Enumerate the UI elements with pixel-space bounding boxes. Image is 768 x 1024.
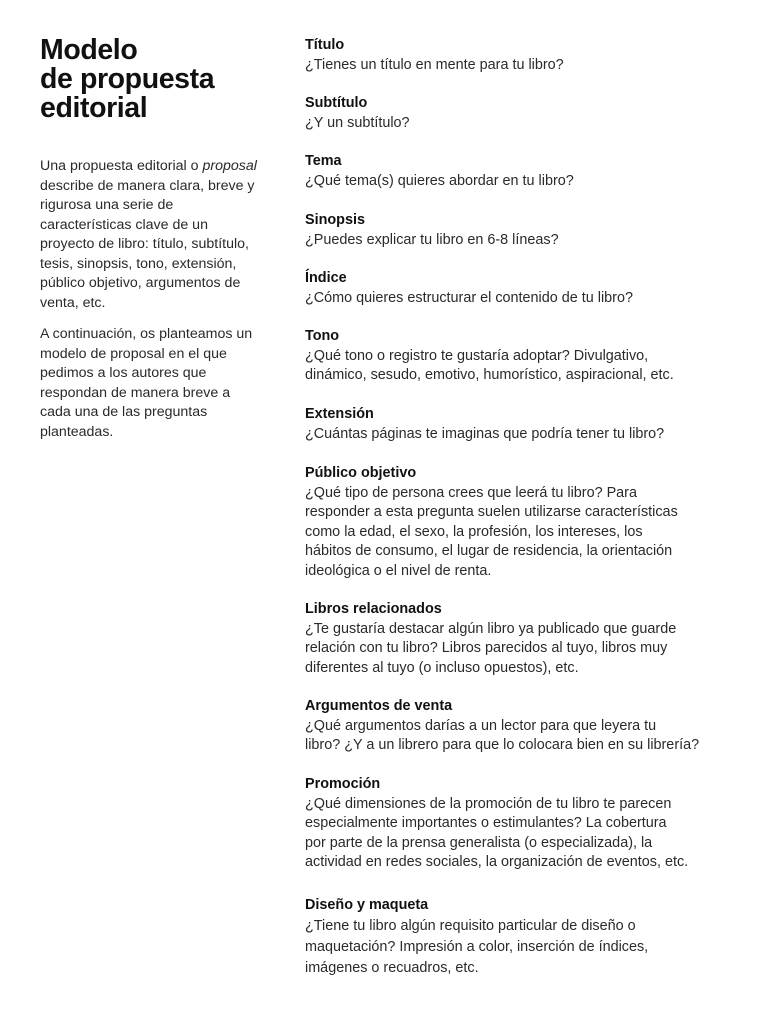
question-line: por parte de la prensa generalista (o especializada), la [305,834,653,851]
question-line: ¿Qué dimensiones de la promoción de tu libro te parecen [305,795,672,812]
question-line: ¿Y un subtítulo? [305,114,410,131]
section-sinopsis [305,211,725,250]
section-question [305,425,725,445]
question-line: ¿Te gustaría destacar algún libro ya publicado que guarde [305,620,677,637]
question-line: ¿Qué tono o registro te gustaría adoptar? Divulgativo, [305,347,649,364]
intro-paragraph [40,157,262,313]
question-line: ¿Qué argumentos darías a un lector para que leyera tu [305,717,657,734]
question-line: maquetación? Impresión a color, inserción de índices, [305,938,649,955]
section-diseno-y-maqueta [305,896,725,979]
question-line: como la edad, el sexo, la profesión, los intereses, los [305,523,643,540]
question-line: ¿Qué tema(s) quieres abordar en tu libro? [305,172,574,189]
section-heading: Argumentos de venta [305,698,453,714]
section-heading: Tono [305,328,340,344]
section-publico-objetivo [305,464,725,581]
question-line: imágenes o recuadros, etc. [305,959,479,976]
question-line: ¿Cuántas páginas te imaginas que podría tener tu libro? [305,425,665,442]
section-heading: Subtítulo [305,95,368,111]
question-line: ¿Puedes explicar tu libro en 6-8 líneas? [305,231,559,248]
section-question [305,172,725,192]
section-question [305,795,725,873]
section-extension [305,405,725,444]
question-line: especialmente importantes o estimulantes? La cobertura [305,815,667,831]
section-argumentos-de-venta [305,697,725,756]
section-heading: Sinopsis [305,212,365,228]
question-line: dinámico, sesudo, emotivo, humorístico, aspiracional, etc. [305,367,674,383]
title-line: editorial [40,92,148,124]
question-line: actividad en redes sociales, la organización de eventos, etc. [305,854,689,870]
section-heading: Título [305,37,345,53]
section-heading: Público objetivo [305,465,417,481]
section-subtitulo [305,94,725,133]
section-question [305,620,725,679]
intro-text [40,157,262,442]
question-line: diferentes al tuyo (o incluso opuestos), etc. [305,659,579,676]
section-question [305,56,725,76]
section-question [305,484,725,582]
section-heading: Tema [305,153,342,169]
section-promocion [305,775,725,873]
intro-paragraph: A continuación, os planteamos un modelo de proposal en el que pedimos a los autores que respondan de manera breve a cada una de las preguntas planteadas. [40,326,253,440]
intro-text-fragment: Una propuesta editorial o [40,158,199,174]
section-indice [305,269,725,308]
section-titulo [305,36,725,75]
section-heading: Extensión [305,406,374,422]
question-line: hábitos de consumo, el lugar de residencia, la orientación [305,543,673,559]
question-line: ¿Qué tipo de persona crees que leerá tu libro? Para [305,484,637,501]
intro-text-fragment: describe de manera clara, breve y rigurosa una serie de características clave de un proyecto de libro: título, subtítulo, tesis, sinopsis, tono, extensión, público objetivo, argumentos de venta, etc. [40,177,255,311]
document-title [40,36,262,123]
section-tema [305,152,725,191]
question-line: ideológica o el nivel de renta. [305,562,492,579]
question-line: ¿Cómo quieres estructurar el contenido de tu libro? [305,289,633,306]
section-question [305,289,725,309]
section-question [305,717,725,756]
section-libros-relacionados [305,600,725,678]
section-heading: Índice [305,270,347,286]
section-question [305,231,725,251]
section-heading: Promoción [305,776,381,792]
question-line: responder a esta pregunta suelen utilizarse características [305,504,678,520]
section-question [305,114,725,134]
title-line: Modelo [40,34,138,66]
title-line: de propuesta [40,63,215,95]
section-question [305,347,725,386]
left-column [40,36,262,454]
section-question [305,916,725,979]
intro-italic-term: proposal [202,158,257,174]
question-line: ¿Tiene tu libro algún requisito particular de diseño o [305,917,636,934]
section-heading: Diseño y maqueta [305,897,429,913]
question-line: relación con tu libro? Libros parecidos al tuyo, libros muy [305,640,668,656]
question-line: libro? ¿Y a un librero para que lo colocara bien en su librería? [305,737,700,753]
question-line: ¿Tienes un título en mente para tu libro? [305,56,564,73]
section-heading: Libros relacionados [305,601,442,617]
section-tono [305,327,725,386]
